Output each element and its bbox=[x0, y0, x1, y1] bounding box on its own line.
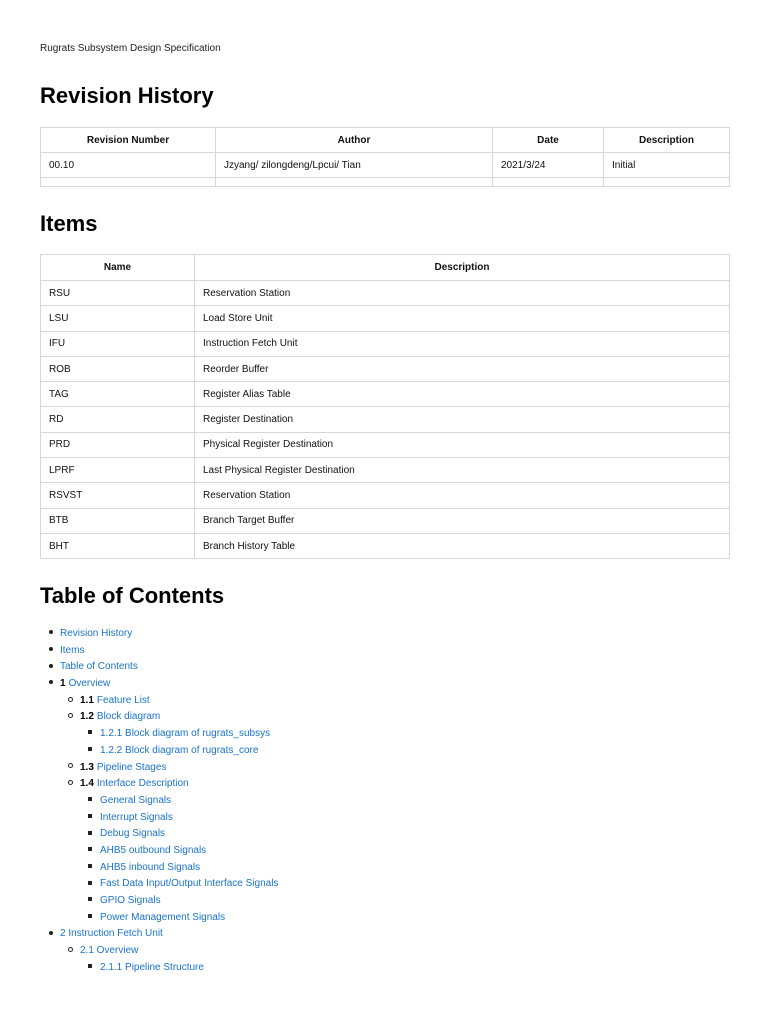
toc-link[interactable]: Feature List bbox=[96, 694, 150, 706]
table-cell: Physical Register Destination bbox=[195, 432, 730, 457]
toc-item bbox=[40, 776, 278, 793]
table-cell: Reorder Buffer bbox=[195, 356, 730, 381]
toc-item bbox=[40, 943, 278, 960]
column-header: Date bbox=[493, 128, 604, 153]
items-table-body bbox=[41, 281, 730, 559]
table-cell: LPRF bbox=[41, 458, 195, 483]
bullet-square-icon bbox=[88, 876, 92, 893]
column-header: Revision Number bbox=[41, 128, 216, 153]
toc-item bbox=[40, 910, 278, 927]
bullet-dot-icon bbox=[49, 643, 53, 660]
table-cell bbox=[604, 178, 730, 187]
table-cell: RD bbox=[41, 407, 195, 432]
table-of-contents-heading: Table of Contents bbox=[40, 583, 225, 608]
toc-item bbox=[40, 743, 278, 760]
toc-item bbox=[40, 676, 278, 693]
bullet-square-icon bbox=[88, 860, 92, 877]
toc-link[interactable]: Power Management Signals bbox=[100, 911, 226, 923]
toc-link[interactable]: Block diagram bbox=[96, 711, 161, 723]
toc-link[interactable]: 1.2.2 Block diagram of rugrats_core bbox=[100, 744, 259, 756]
table-row-empty bbox=[41, 178, 730, 187]
column-header: Description bbox=[604, 128, 730, 153]
toc-item bbox=[40, 926, 278, 943]
bullet-circle-icon bbox=[68, 760, 73, 777]
table-cell: TAG bbox=[41, 382, 195, 407]
table-row bbox=[41, 508, 730, 533]
column-header: Author bbox=[216, 128, 493, 153]
bullet-square-icon bbox=[88, 810, 92, 827]
bullet-dot-icon bbox=[49, 926, 53, 943]
table-cell: BTB bbox=[41, 508, 195, 533]
table-cell: Register Alias Table bbox=[195, 382, 730, 407]
bullet-square-icon bbox=[88, 910, 92, 927]
bullet-square-icon bbox=[88, 893, 92, 910]
table-cell: ROB bbox=[41, 356, 195, 381]
table-cell: 2021/3/24 bbox=[493, 153, 604, 178]
toc-link[interactable]: Table of Contents bbox=[60, 661, 138, 673]
toc-link[interactable]: General Signals bbox=[100, 794, 172, 806]
table-cell: Reservation Station bbox=[195, 483, 730, 508]
table-cell: RSU bbox=[41, 281, 195, 306]
bullet-dot-icon bbox=[49, 659, 53, 676]
toc-item bbox=[40, 810, 278, 827]
table-row bbox=[41, 153, 730, 178]
bullet-square-icon bbox=[88, 826, 92, 843]
toc-item bbox=[40, 760, 278, 777]
bullet-circle-icon bbox=[68, 776, 73, 793]
toc-link[interactable]: Fast Data Input/Output Interface Signals bbox=[100, 878, 279, 890]
table-cell: Load Store Unit bbox=[195, 306, 730, 331]
table-row bbox=[41, 458, 730, 483]
toc-item bbox=[40, 860, 278, 877]
toc-item-number: 1 bbox=[60, 678, 66, 690]
items-heading: Items bbox=[40, 211, 98, 236]
table-header-row bbox=[41, 255, 730, 281]
table-row bbox=[41, 432, 730, 457]
table-cell: Register Destination bbox=[195, 407, 730, 432]
toc-item bbox=[40, 709, 278, 726]
table-row bbox=[41, 281, 730, 306]
table-cell bbox=[493, 178, 604, 187]
toc-link[interactable]: 2.1 Overview bbox=[80, 945, 139, 957]
toc-link[interactable]: 2 Instruction Fetch Unit bbox=[60, 928, 163, 940]
table-cell: 00.10 bbox=[41, 153, 216, 178]
revision-history-heading: Revision History bbox=[40, 83, 214, 108]
bullet-circle-icon bbox=[68, 709, 73, 726]
bullet-square-icon bbox=[88, 960, 92, 977]
toc-link[interactable]: Interrupt Signals bbox=[100, 811, 173, 823]
toc-link[interactable]: Pipeline Stages bbox=[96, 761, 167, 773]
toc-item-number: 1.1 bbox=[80, 694, 94, 706]
table-row bbox=[41, 306, 730, 331]
table-cell: IFU bbox=[41, 331, 195, 356]
toc-link[interactable]: AHB5 outbound Signals bbox=[100, 844, 207, 856]
toc-item bbox=[40, 876, 278, 893]
toc-item-number: 1.3 bbox=[80, 761, 94, 773]
table-cell: Branch Target Buffer bbox=[195, 508, 730, 533]
table-row bbox=[41, 407, 730, 432]
table-row bbox=[41, 356, 730, 381]
column-header: Description bbox=[195, 255, 730, 281]
table-cell: Last Physical Register Destination bbox=[195, 458, 730, 483]
table-cell: LSU bbox=[41, 306, 195, 331]
bullet-square-icon bbox=[88, 793, 92, 810]
toc-link[interactable]: AHB5 inbound Signals bbox=[100, 861, 201, 873]
table-cell: Reservation Station bbox=[195, 281, 730, 306]
toc-item bbox=[40, 893, 278, 910]
revision-history-table bbox=[40, 127, 730, 187]
table-row bbox=[41, 382, 730, 407]
column-header: Name bbox=[41, 255, 195, 281]
toc-item bbox=[40, 826, 278, 843]
table-cell: Jzyang/ zilongdeng/Lpcui/ Tian bbox=[216, 153, 493, 178]
bullet-square-icon bbox=[88, 726, 92, 743]
bullet-circle-icon bbox=[68, 693, 73, 710]
table-cell: BHT bbox=[41, 533, 195, 558]
bullet-square-icon bbox=[88, 743, 92, 760]
bullet-circle-icon bbox=[68, 943, 73, 960]
toc-item-number: 1.4 bbox=[80, 778, 94, 790]
toc-link[interactable]: 2.1.1 Pipeline Structure bbox=[100, 961, 204, 973]
table-cell: Initial bbox=[604, 153, 730, 178]
toc-item bbox=[40, 843, 278, 860]
toc-list bbox=[40, 626, 278, 976]
table-cell: Branch History Table bbox=[195, 533, 730, 558]
toc-item bbox=[40, 793, 278, 810]
document-header: Rugrats Subsystem Design Specification bbox=[40, 43, 221, 54]
table-row bbox=[41, 483, 730, 508]
toc-link[interactable]: Items bbox=[60, 644, 85, 656]
table-row bbox=[41, 331, 730, 356]
table-cell: RSVST bbox=[41, 483, 195, 508]
toc-item bbox=[40, 643, 278, 660]
toc-item bbox=[40, 659, 278, 676]
toc-item bbox=[40, 626, 278, 643]
table-cell bbox=[41, 178, 216, 187]
toc-link[interactable]: Revision History bbox=[60, 628, 133, 639]
toc-link[interactable]: Debug Signals bbox=[100, 828, 166, 840]
toc-link[interactable]: GPIO Signals bbox=[100, 895, 161, 906]
bullet-dot-icon bbox=[49, 676, 53, 693]
toc-item-number: 1.2 bbox=[80, 711, 94, 723]
table-cell: PRD bbox=[41, 432, 195, 457]
bullet-dot-icon bbox=[49, 626, 53, 643]
table-row bbox=[41, 533, 730, 558]
table-of-contents bbox=[40, 626, 278, 976]
toc-item bbox=[40, 726, 278, 743]
bullet-square-icon bbox=[88, 843, 92, 860]
toc-item bbox=[40, 960, 278, 977]
table-cell bbox=[216, 178, 493, 187]
items-table bbox=[40, 254, 730, 559]
toc-link[interactable]: 1.2.1 Block diagram of rugrats_subsys bbox=[100, 728, 271, 740]
table-header-row bbox=[41, 128, 730, 153]
toc-link[interactable]: Overview bbox=[68, 678, 111, 690]
toc-link[interactable]: Interface Description bbox=[96, 778, 189, 790]
toc-item bbox=[40, 693, 278, 710]
table-cell: Instruction Fetch Unit bbox=[195, 331, 730, 356]
